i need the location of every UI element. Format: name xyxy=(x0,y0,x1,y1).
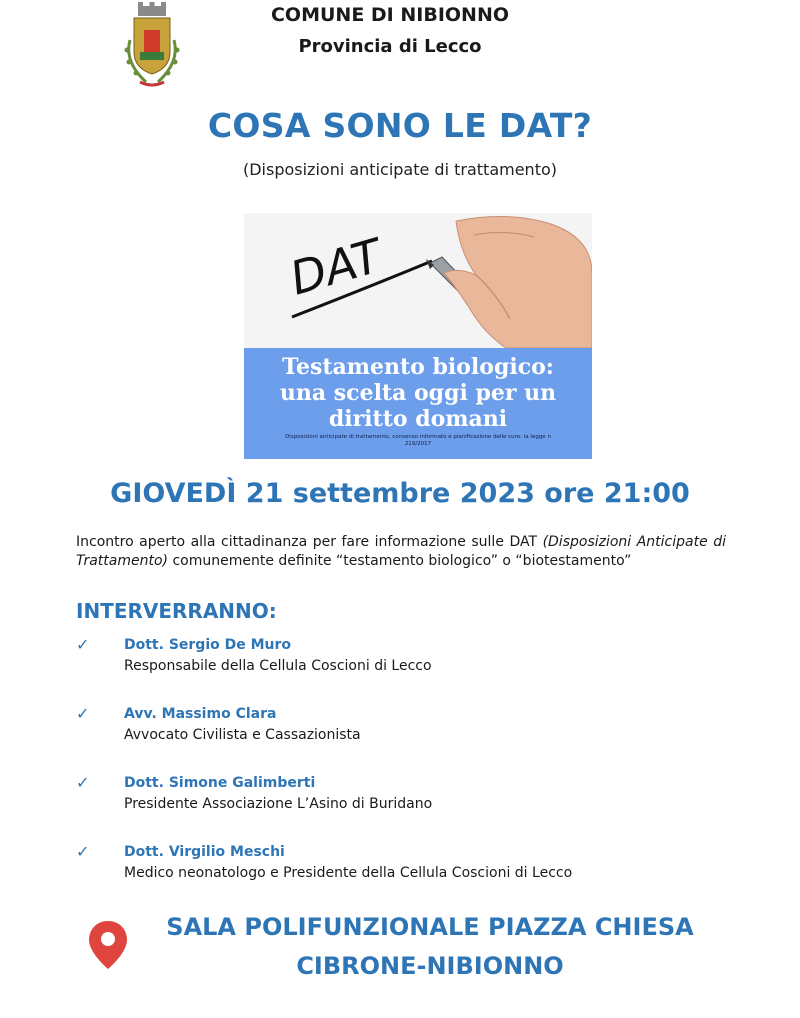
hero-photo xyxy=(244,213,592,348)
speaker-role: Avvocato Civilista e Cassazionista xyxy=(124,727,361,743)
event-date: GIOVEDÌ 21 settembre 2023 ore 21:00 xyxy=(110,478,690,509)
municipal-crest-icon xyxy=(116,0,188,92)
speaker-item xyxy=(76,706,736,750)
hand-pen-illustration xyxy=(244,213,592,348)
speaker-item xyxy=(76,637,736,681)
venue-line-1: SALA POLIFUNZIONALE PIAZZA CHIESA xyxy=(166,913,694,941)
check-icon: ✓ xyxy=(76,704,90,723)
speaker-role: Responsabile della Cellula Coscioni di Lecco xyxy=(124,658,432,674)
venue-line-2: CIBRONE-NIBIONNO xyxy=(296,952,564,980)
hero-image xyxy=(244,213,592,459)
speaker-item xyxy=(76,844,736,888)
speakers-heading: INTERVERRANNO: xyxy=(76,599,277,623)
check-icon: ✓ xyxy=(76,773,90,792)
handwritten-dat: DAT xyxy=(284,228,388,306)
intro-paragraph xyxy=(76,533,726,571)
check-icon: ✓ xyxy=(76,842,90,861)
intro-text-start: Incontro aperto alla cittadinanza per fare informazione sulle DAT xyxy=(76,534,543,550)
hero-banner xyxy=(244,348,592,459)
speaker-item xyxy=(76,775,736,819)
speaker-name: Dott. Sergio De Muro xyxy=(124,637,292,653)
intro-text-end: comunemente definite “testamento biologico” o “biotestamento” xyxy=(168,553,632,569)
page-title: COSA SONO LE DAT? xyxy=(207,106,593,145)
page-subtitle: (Disposizioni anticipate di trattamento) xyxy=(242,160,557,179)
comune-name: COMUNE DI NIBIONNO xyxy=(270,4,509,26)
intro-text-italic: (Disposizioni Anticipate di Trattamento) xyxy=(76,534,726,569)
speaker-role: Presidente Associazione L’Asino di Buridano xyxy=(124,796,433,812)
hero-headline: Testamento biologico: una scelta oggi per un diritto domani xyxy=(279,354,557,432)
check-icon: ✓ xyxy=(76,635,90,654)
hero-fine-print: Disposizioni anticipate di trattamento, consenso informato e pianificazione delle cure: la legge n 219/2017 xyxy=(285,434,551,447)
provincia-name: Provincia di Lecco xyxy=(298,36,482,57)
speaker-name: Dott. Virgilio Meschi xyxy=(124,844,285,860)
speaker-role: Medico neonatologo e Presidente della Cellula Coscioni di Lecco xyxy=(124,865,573,881)
speaker-name: Dott. Simone Galimberti xyxy=(124,775,316,791)
speaker-name: Avv. Massimo Clara xyxy=(124,706,277,722)
map-pin-icon xyxy=(86,919,130,971)
